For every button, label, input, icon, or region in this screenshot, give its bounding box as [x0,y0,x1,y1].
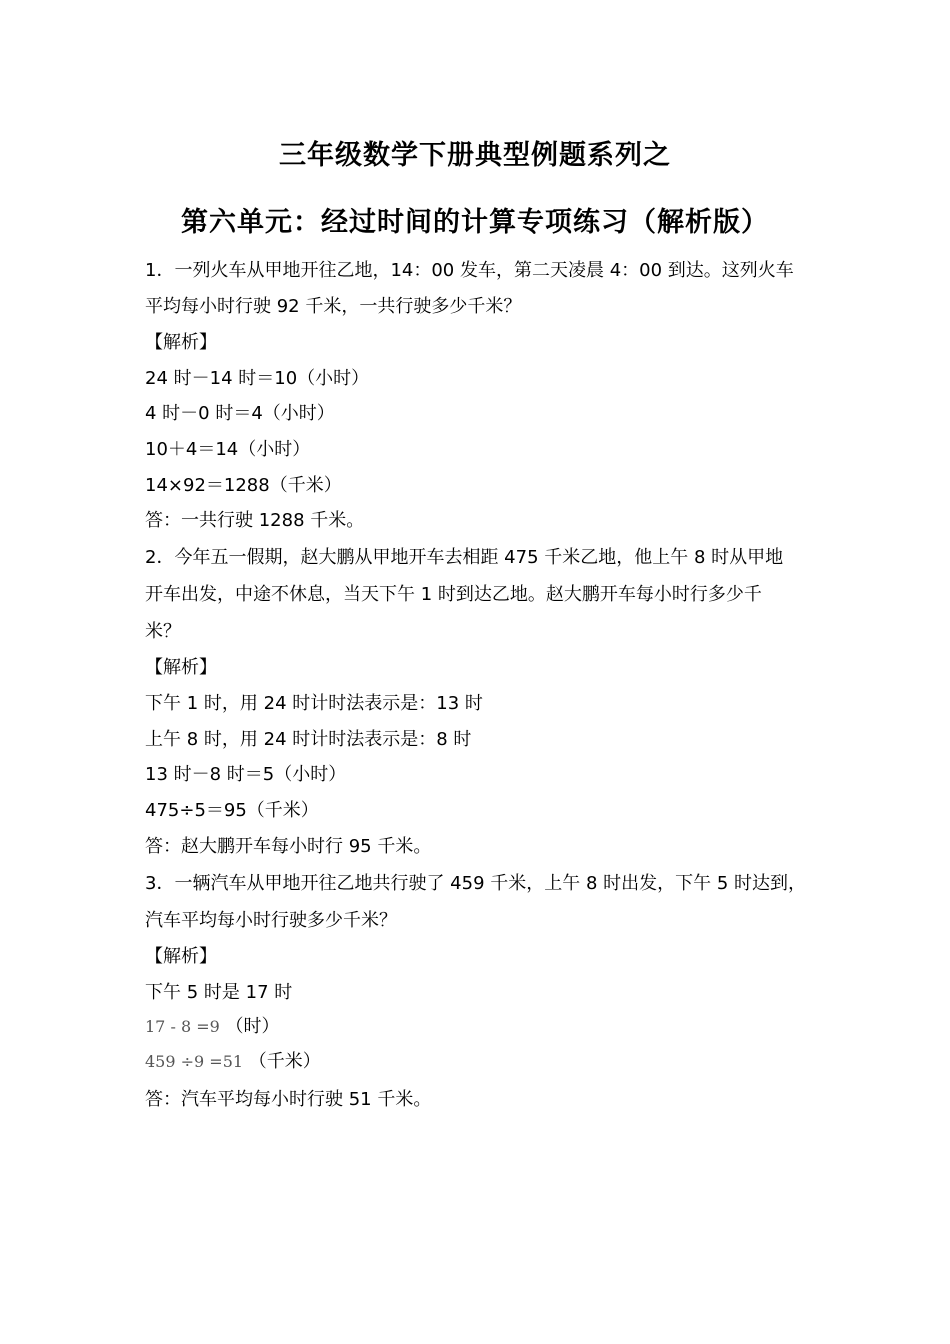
q3-analysis-label: 【解析】 [145,946,217,967]
q1-step-1: 24 时－14 时＝10（小时） [145,368,370,389]
q3-answer: 答：汽车平均每小时行驶 51 千米。 [145,1089,432,1110]
q3-step-3 [145,1050,321,1074]
q3-step-2-unit: （时） [225,1016,280,1037]
q1-step-2: 4 时－0 时＝4（小时） [145,403,335,424]
q2-analysis-label: 【解析】 [145,657,217,678]
q2-step-2: 上午 8 时，用 24 时计时法表示是：8 时 [145,729,472,750]
q3-step-3-unit: （千米） [248,1051,321,1072]
q3-step-3-expression: 459 ÷9 =51 [145,1052,244,1071]
q3-step-2-expression: 17 - 8 =9 [145,1017,220,1036]
q1-question-line1: 1．一列火车从甲地开往乙地，14：00 发车，第二天凌晨 4：00 到达。这列火车 [145,260,794,281]
q2-question-line1: 2．今年五一假期，赵大鹏从甲地开车去相距 475 千米乙地，他上午 8 时从甲地 [145,547,784,568]
q2-question-line3: 米？ [145,621,181,642]
q1-question-line2: 平均每小时行驶 92 千米，一共行驶多少千米？ [145,296,522,317]
q2-step-3: 13 时－8 时＝5（小时） [145,764,347,785]
document-title-line2: 第六单元：经过时间的计算专项练习（解析版） [181,207,769,238]
q3-question-line2: 汽车平均每小时行驶多少千米？ [145,910,397,931]
document-title-line1: 三年级数学下册典型例题系列之 [279,140,671,171]
q2-question-line2: 开车出发，中途不休息，当天下午 1 时到达乙地。赵大鹏开车每小时行多少千 [145,584,762,605]
q1-analysis-label: 【解析】 [145,332,217,353]
q3-question-line1: 3．一辆汽车从甲地开往乙地共行驶了 459 千米，上午 8 时出发，下午 5 时达到， [145,873,807,894]
q2-answer: 答：赵大鹏开车每小时行 95 千米。 [145,836,432,857]
q1-step-3: 10＋4＝14（小时） [145,439,311,460]
q2-step-1: 下午 1 时，用 24 时计时法表示是：13 时 [145,693,483,714]
q1-answer: 答：一共行驶 1288 千米。 [145,510,365,531]
q2-step-4: 475÷5＝95（千米） [145,800,319,821]
q1-step-4: 14×92＝1288（千米） [145,475,342,496]
q3-step-2 [145,1015,280,1039]
q3-step-1: 下午 5 时是 17 时 [145,982,293,1003]
